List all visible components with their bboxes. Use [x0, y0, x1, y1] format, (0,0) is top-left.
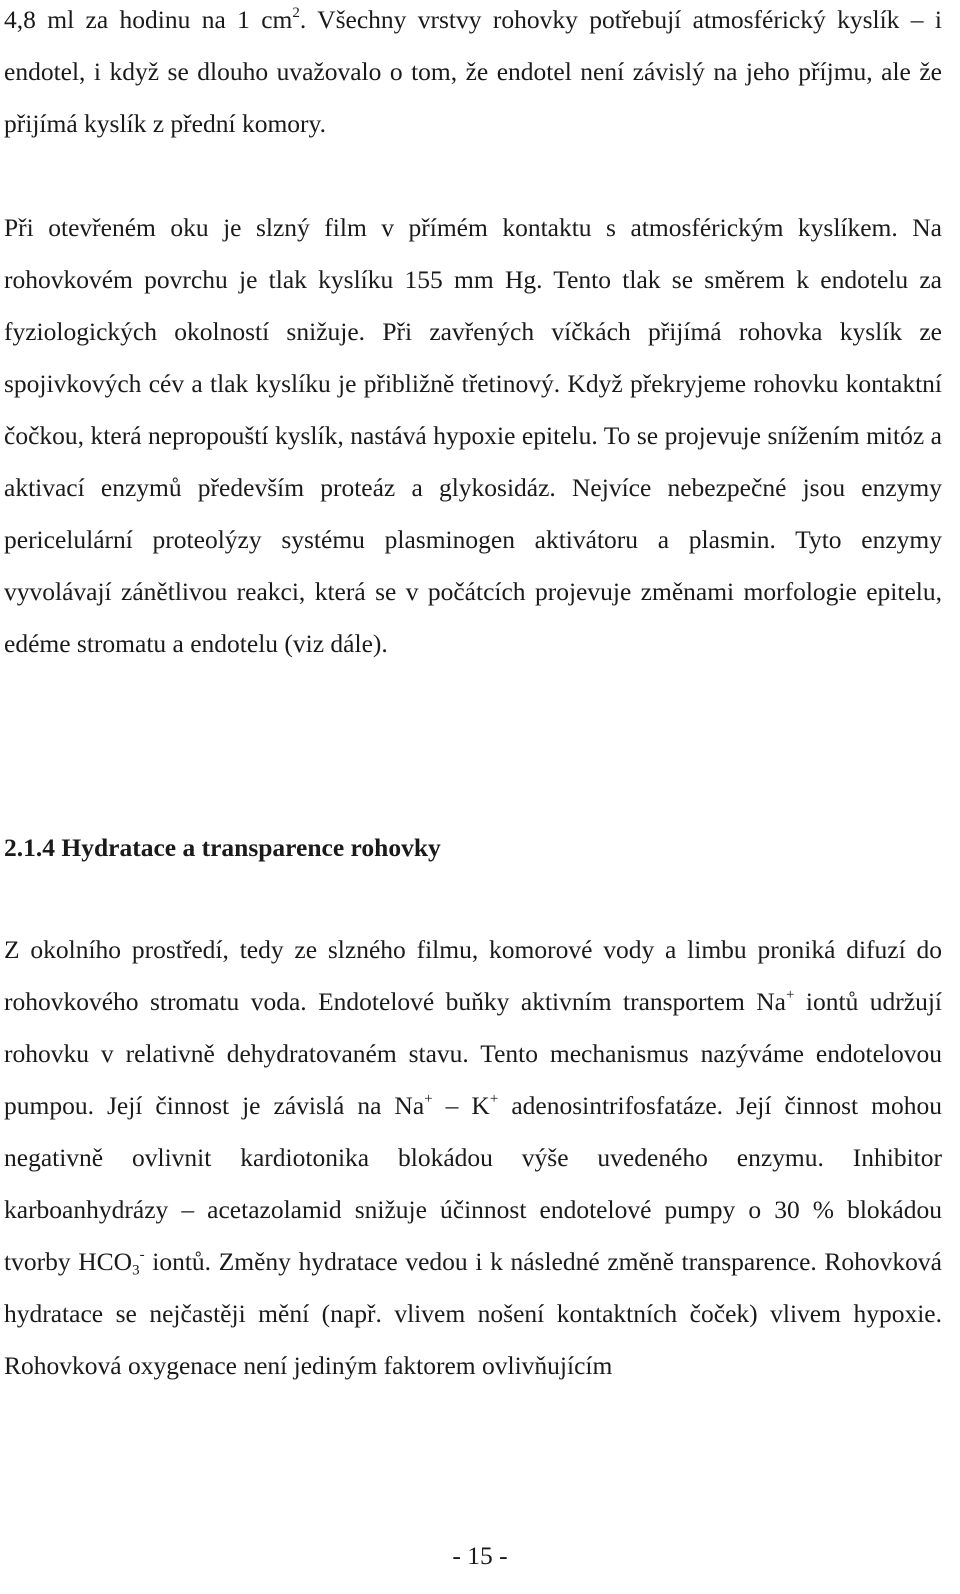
paragraph-text: adenosintrifosfatáze. Její činnost mohou negativně ovlivnit kardiotonika blokádou výše uvedeného enzymu. Inhibitor karboanhydrázy – acetazolamid snižuje účinnost endotelové pumpy o 30 % blokádou tvorby HCO: [4, 1091, 942, 1276]
paragraph-hydration: [4, 924, 942, 1392]
superscript: +: [424, 1090, 433, 1107]
paragraph-oxygen-layers: [4, 0, 942, 150]
superscript: -: [139, 1246, 145, 1263]
page-number: - 15 -: [452, 1541, 508, 1570]
paragraph-text: – K: [432, 1091, 490, 1120]
paragraph-text: . Všechny vrstvy rohovky potřebují atmosférický kyslík – i endotel, i když se dlouho uvažovalo o tom, že endotel není závislý na jeho příjmu, ale že přijímá kyslík z přední komory.: [4, 5, 942, 138]
paragraph-oxygen-pressure: [4, 202, 942, 670]
superscript: 2: [292, 4, 300, 21]
superscript: +: [489, 1090, 499, 1107]
paragraph-text: Z okolního prostředí, tedy ze slzného filmu, komorové vody a limbu proniká difuzí do rohovkového stromatu voda. Endotelové buňky aktivním transportem Na: [4, 935, 942, 1016]
section-heading: 2.1.4 Hydratace a transparence rohovky: [4, 833, 441, 862]
superscript: +: [785, 986, 795, 1003]
subscript: 3: [132, 1262, 140, 1279]
paragraph-text: Při otevřeném oku je slzný film v přímém kontaktu s atmosférickým kyslíkem. Na rohovkovém povrchu je tlak kyslíku 155 mm Hg. Tento tlak se směrem k endotelu za fyziologických okolností snižuje. Při zavřených víčkách přijímá rohovka kyslík ze spojivkových cév a tlak kyslíku je přibližně třetinový. Když překryjeme rohovku kontaktní čočkou, která nepropouští kyslík, nastává hypoxie epitelu. To se projevuje snížením mitóz a aktivací enzymů především proteáz a glykosidáz. Nejvíce nebezpečné jsou enzymy pericelulární proteolýzy systému plasminogen aktivátoru a plasmin. Tyto enzymy vyvolávají zánětlivou reakci, která se v počátcích projevuje změnami morfologie epitelu, edéme stromatu a endotelu (viz dále).: [4, 213, 942, 658]
paragraph-text: iontů. Změny hydratace vedou i k následné změně transparence. Rohovková hydratace se nejčastěji mění (např. vlivem nošení kontaktních čoček) vlivem hypoxie. Rohovková oxygenace není jediným faktorem ovlivňujícím: [4, 1247, 942, 1380]
paragraph-text: iontů udržují rohovku v relativně dehydratovaném stavu. Tento mechanismus nazýváme endotelovou pumpou. Její činnost je závislá na Na: [4, 987, 943, 1120]
paragraph-text: 4,8 ml za hodinu na 1 cm: [4, 5, 293, 34]
